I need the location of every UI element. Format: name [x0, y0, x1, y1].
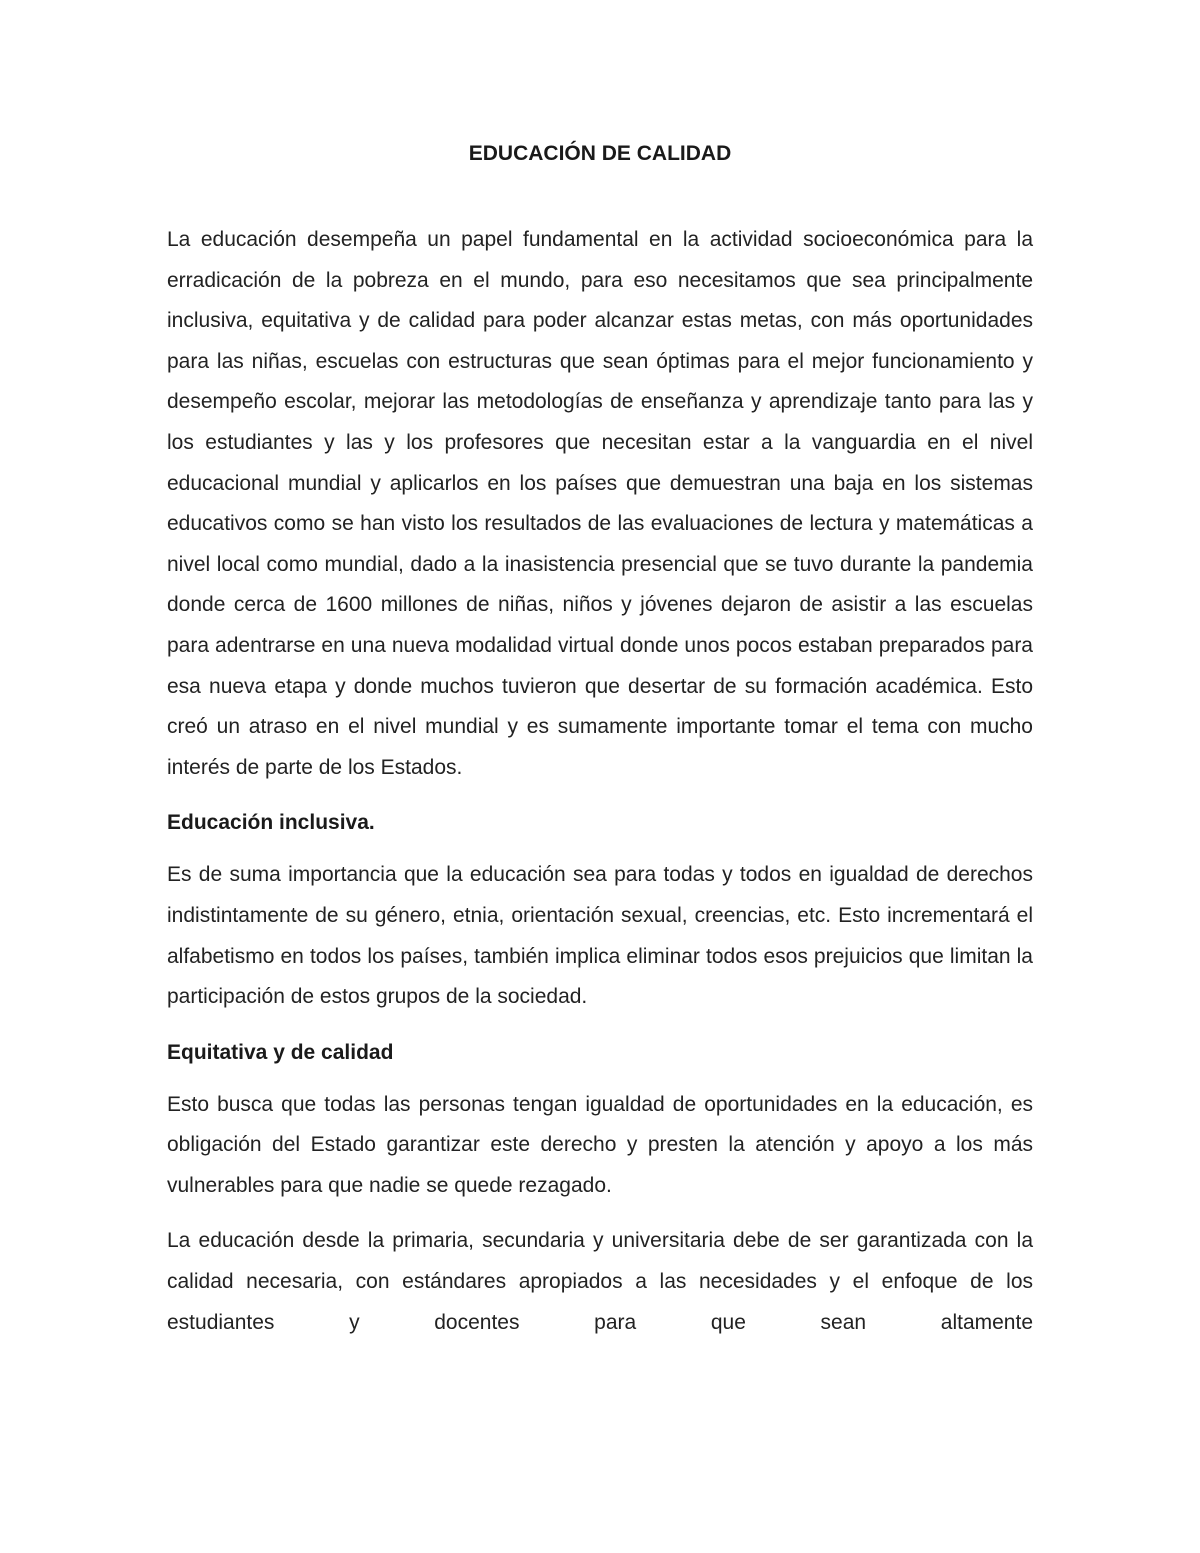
section-heading-inclusive: Educación inclusiva.	[167, 811, 375, 835]
section-heading-equity: Equitativa y de calidad	[167, 1040, 394, 1064]
intro-paragraph: La educación desempeña un papel fundamental en la actividad socioeconómica para la erradicación de la pobreza en el mundo, para eso necesitamos que sea principalmente inclusiva, equitativa y de calidad para poder alcanzar estas metas, con más oportunidades para las niñas, escuelas con estructuras que sean óptimas para el mejor funcionamiento y desempeño escolar, mejorar las metodologías de enseñanza y aprendizaje tanto para las y los estudiantes y las y los profesores que necesitan estar a la vanguardia en el nivel educacional mundial y aplicarlos en los países que demuestran una baja en los sistemas educativos como se han visto los resultados de las evaluaciones de lectura y matemáticas a nivel local como mundial, dado a la inasistencia presencial que se tuvo durante la pandemia donde cerca de 1600 millones de niñas, niños y jóvenes dejaron de asistir a las escuelas para adentrarse en una nueva modalidad virtual donde unos pocos estaban preparados para esa nueva etapa y donde muchos tuvieron que desertar de su formación académica. Esto creó un atraso en el nivel mundial y es sumamente importante tomar el tema con mucho interés de parte de los Estados.	[167, 228, 1033, 779]
inclusive-paragraph: Es de suma importancia que la educación sea para todas y todos en igualdad de derechos indistintamente de su género, etnia, orientación sexual, creencias, etc. Esto incrementará el alfabetismo en todos los países, también implica eliminar todos esos prejuicios que limitan la participación de estos grupos de la sociedad.	[167, 863, 1033, 1009]
document-body	[167, 132, 1033, 1358]
equity-paragraph-1: Esto busca que todas las personas tengan igualdad de oportunidades en la educación, es obligación del Estado garantizar este derecho y presten la atención y apoyo a los más vulnerables para que nadie se quede rezagado.	[167, 1092, 1033, 1197]
document-title: EDUCACIÓN DE CALIDAD	[468, 142, 732, 165]
equity-paragraph-2: La educación desde la primaria, secundaria y universitaria debe de ser garantizada con la calidad necesaria, con estándares apropiados a las necesidades y el enfoque de los estudiantes y docentes para que sean altamente	[167, 1229, 1033, 1334]
